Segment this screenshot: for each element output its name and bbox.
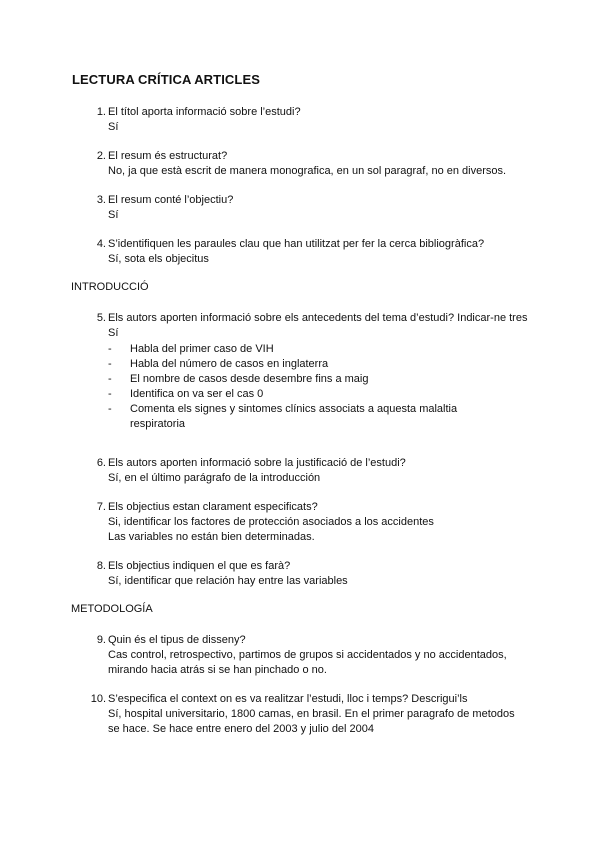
list-item: - Habla del primer caso de VIH bbox=[108, 342, 528, 357]
question-number: 4. bbox=[96, 238, 106, 250]
question-text: S’identifiquen les paraules clau que han utilitzat per fer la cerca bibliogràfica? bbox=[108, 238, 485, 250]
question-number: 8. bbox=[96, 560, 106, 572]
answer-text: Sí, sota els objecitus bbox=[108, 253, 209, 265]
question-number: 3. bbox=[96, 194, 106, 206]
question-number: 9. bbox=[96, 634, 106, 646]
section-heading-metodologia: METODOLOGÍA bbox=[71, 603, 153, 615]
list-item: - Identifica on va ser el cas 0 bbox=[108, 387, 528, 402]
answer-text: Cas control, retrospectivo, partimos de grupos si accidentados y no accidentados, mirando hacia atrás si se han pinchado o no. bbox=[108, 649, 507, 676]
answer-text: Sí bbox=[108, 209, 119, 221]
question-text: Quin és el tipus de disseny? bbox=[108, 634, 246, 646]
question-text: Els autors aporten informació sobre els antecedents del tema d’estudi? Indicar-ne tres bbox=[108, 312, 528, 324]
answer-text: Sí bbox=[108, 327, 119, 339]
question-number: 5. bbox=[96, 312, 106, 324]
answer-text: Si, identificar los factores de protección asociados a los accidentes bbox=[108, 516, 434, 528]
section-heading-introduccio: INTRODUCCIÓ bbox=[71, 281, 149, 293]
answer-text: Sí, en el último parágrafo de la introducción bbox=[108, 472, 321, 484]
antecedents-list bbox=[108, 342, 528, 432]
question-number: 2. bbox=[96, 150, 106, 162]
answer-text: Sí bbox=[108, 121, 119, 133]
question-text: S’especifica el context on es va realitzar l’estudi, lloc i temps? Descrigui’ls bbox=[108, 693, 468, 705]
list-item: - Habla del número de casos en inglaterra bbox=[108, 357, 528, 372]
document-title: LECTURA CRÍTICA ARTICLES bbox=[72, 72, 260, 87]
question-number: 1. bbox=[96, 106, 106, 118]
question-number: 6. bbox=[96, 457, 106, 469]
question-text: El resum conté l’objectiu? bbox=[108, 194, 234, 206]
list-item: - Comenta els signes y sintomes clínics associats a aquesta malaltia respiratoria bbox=[108, 402, 500, 432]
question-number: 7. bbox=[96, 501, 106, 513]
answer-text: Sí, identificar que relación hay entre las variables bbox=[108, 575, 348, 587]
question-text: Els objectius indiquen el que es farà? bbox=[108, 560, 291, 572]
question-text: El títol aporta informació sobre l’estudi? bbox=[108, 106, 301, 118]
list-item: - El nombre de casos desde desembre fins a maig bbox=[108, 372, 528, 387]
question-text: Els autors aporten informació sobre la justificació de l’estudi? bbox=[108, 457, 406, 469]
question-number: 10. bbox=[90, 693, 106, 705]
answer-text: Sí, hospital universitario, 1800 camas, en brasil. En el primer paragrafo de metodos se hace. Se hace entre enero del 2003 y julio del 2004 bbox=[108, 708, 515, 735]
question-text: Els objectius estan clarament especificats? bbox=[108, 501, 318, 513]
answer-text: No, ja que està escrit de manera monografica, en un sol paragraf, no en diversos. bbox=[108, 165, 507, 177]
answer-text: Las variables no están bien determinadas. bbox=[108, 531, 315, 543]
question-text: El resum és estructurat? bbox=[108, 150, 228, 162]
